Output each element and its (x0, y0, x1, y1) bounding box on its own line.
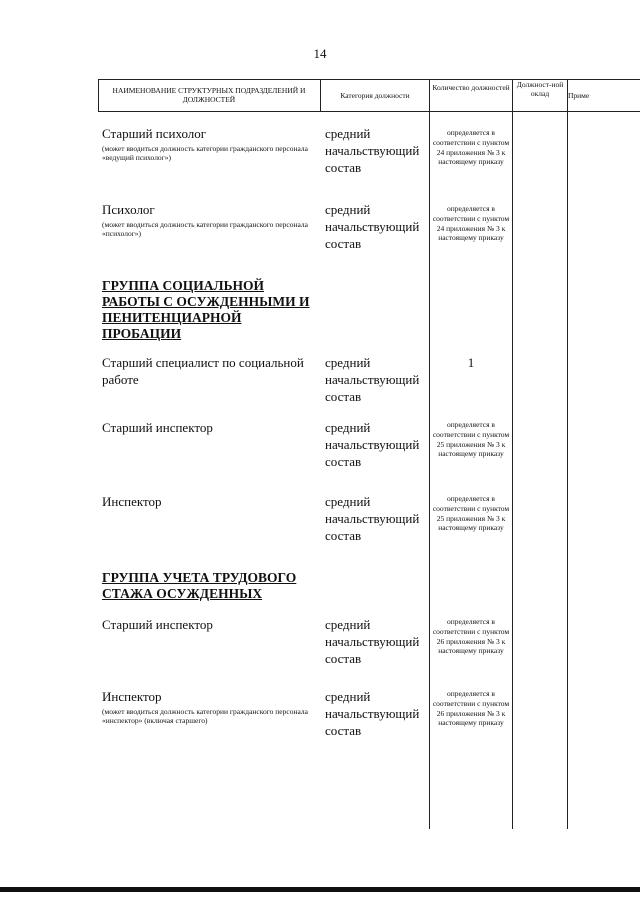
header-count-column: Количество должностей (432, 83, 510, 92)
column-divider (567, 79, 568, 829)
position-count: определяется в соответствии с пунктом 25 приложения № 3 к настоящему приказу (432, 494, 510, 533)
position-note: (может вводиться должность категории гражданского персонала «инспектор» (включая старшего) (102, 706, 308, 726)
position-count: определяется в соответствии с пунктом 24 приложения № 3 к настоящему приказу (432, 128, 510, 167)
position-count: определяется в соответствии с пунктом 26 приложения № 3 к настоящему приказу (432, 689, 510, 728)
scan-bottom-edge (0, 887, 640, 892)
header-salary-column: Должност-ной оклад (516, 80, 564, 98)
page-number: 14 (313, 46, 327, 61)
header-category-column: Категория должности (340, 91, 410, 100)
position-note: (может вводиться должность категории гражданского персонала «ведущий психолог») (102, 143, 308, 163)
group-heading: ГРУППА УЧЕТА ТРУДОВОГО СТАЖА ОСУЖДЕННЫХ (102, 570, 297, 601)
position-count: определяется в соответствии с пунктом 24 приложения № 3 к настоящему приказу (432, 204, 510, 243)
position-name: Инспектор (102, 494, 162, 509)
position-count: определяется в соответствии с пунктом 26 приложения № 3 к настоящему приказу (432, 617, 510, 656)
position-category: средний начальствующий состав (325, 126, 420, 175)
position-category: средний начальствующий состав (325, 202, 420, 251)
position-category: средний начальствующий состав (325, 494, 420, 543)
position-category: средний начальствующий состав (325, 617, 420, 666)
position-category: средний начальствующий состав (325, 689, 420, 738)
position-name: Старший психолог (102, 126, 207, 141)
table-header-border (98, 111, 640, 112)
header-note-column: Приме (568, 92, 590, 100)
position-count: определяется в соответствии с пунктом 25 приложения № 3 к настоящему приказу (432, 420, 510, 459)
group-heading: ГРУППА СОЦИАЛЬНОЙ РАБОТЫ С ОСУЖДЕННЫМИ И ПЕНИТЕНЦИАРНОЙ ПРОБАЦИИ (102, 278, 310, 341)
position-category: средний начальствующий состав (325, 355, 420, 404)
position-count: 1 (467, 355, 475, 370)
position-name: Инспектор (102, 689, 162, 704)
position-name: Старший инспектор (102, 617, 213, 632)
column-divider (512, 79, 513, 829)
position-category: средний начальствующий состав (325, 420, 420, 469)
header-name-column: НАИМЕНОВАНИЕ СТРУКТУРНЫХ ПОДРАЗДЕЛЕНИЙ И ДОЛЖНОСТЕЙ (112, 86, 306, 104)
position-name: Старший специалист по социальной работе (102, 355, 304, 387)
position-name: Психолог (102, 202, 155, 217)
position-note: (может вводиться должность категории гражданского персонала «психолог») (102, 219, 308, 239)
position-name: Старший инспектор (102, 420, 213, 435)
